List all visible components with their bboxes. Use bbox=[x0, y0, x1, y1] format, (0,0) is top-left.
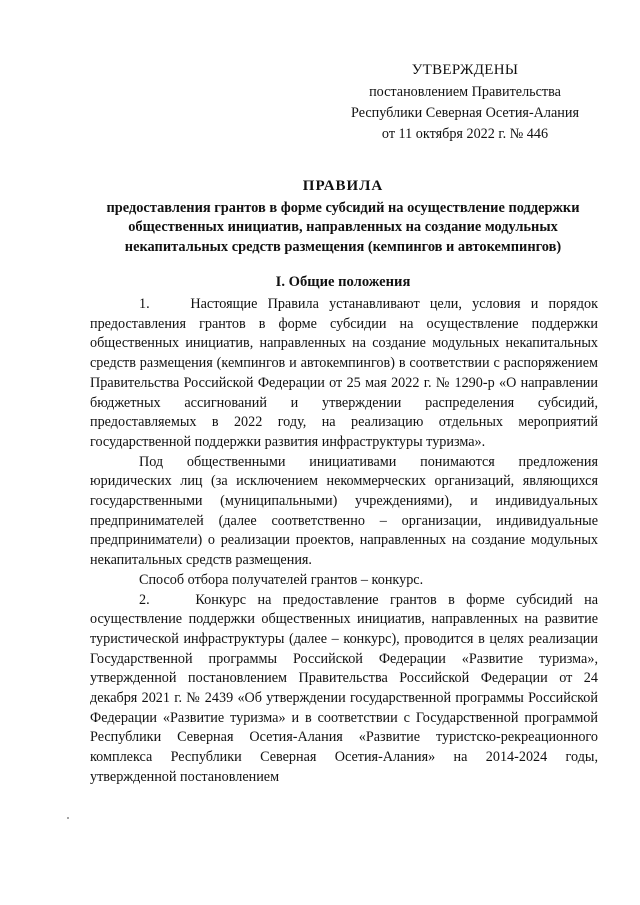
title-main: ПРАВИЛА bbox=[302, 178, 384, 194]
paragraph: 1. Настоящие Правила устанавливают цели, условия и порядок предоставления грантов в форме субсидии на осуществление поддержки общественных инициатив, направленных на создание модульных некапитальных средств размещения (кемпингов и автокемпингов) в соответствии с распоряжением Правительства Российской Федерации от 25 мая 2022 г. № 1290-р «О направлении бюджетных ассигнований и утверждении распределения субсидий, предоставляемых в 2022 году, на реализацию отдельных мероприятий государственной поддержки развития инфраструктуры туризма». bbox=[90, 296, 598, 450]
document-title bbox=[88, 177, 598, 257]
approval-word: УТВЕРЖДЕНЫ bbox=[411, 62, 519, 78]
paragraph: Под общественными инициативами понимаются предложения юридических лиц (за исключением некоммерческих организаций, являющихся государственными (муниципальными) учреждениями), и индивидуальных предпринимателей (далее соответственно – организации, индивидуальные предприниматели) о реализации проектов, направленных на создание модульных некапитальных средств размещения. bbox=[90, 453, 598, 569]
scan-speck bbox=[67, 817, 69, 819]
title-subtitle: предоставления грантов в форме субсидий на осуществление поддержки общественных инициатив, направленных на создание модульных некапитальных средств размещения (кемпингов и автокемпингов) bbox=[106, 199, 580, 255]
approval-block bbox=[330, 60, 600, 145]
section-heading: I. Общие положения bbox=[275, 274, 411, 290]
approval-line-3: от 11 октября 2022 г. № 446 bbox=[381, 126, 549, 142]
approval-line-1: постановлением Правительства bbox=[369, 84, 561, 100]
document-body bbox=[90, 295, 598, 788]
approval-line-2: Республики Северная Осетия-Алания bbox=[350, 105, 579, 121]
paragraph: Способ отбора получателей грантов – конкурс. bbox=[139, 571, 424, 588]
paragraph: 2. Конкурс на предоставление грантов в форме субсидий на осуществление поддержки общественных инициатив, направленных на развитие туристической инфраструктуры (далее – конкурс), проводится в целях реализации Государственной программы Российской Федерации «Развитие туризма», утвержденной постановлением Правительства Российской Федерации от 24 декабря 2021 г. № 2439 «Об утверждении государственной программы Российской Федерации «Развитие туризма» и в соответствии с Государственной программой Республики Северная Осетия-Алания «Развитие туристско-рекреационного комплекса Республики Северная Осетия-Алания» на 2014-2024 годы, утвержденной постановлением bbox=[90, 591, 598, 785]
